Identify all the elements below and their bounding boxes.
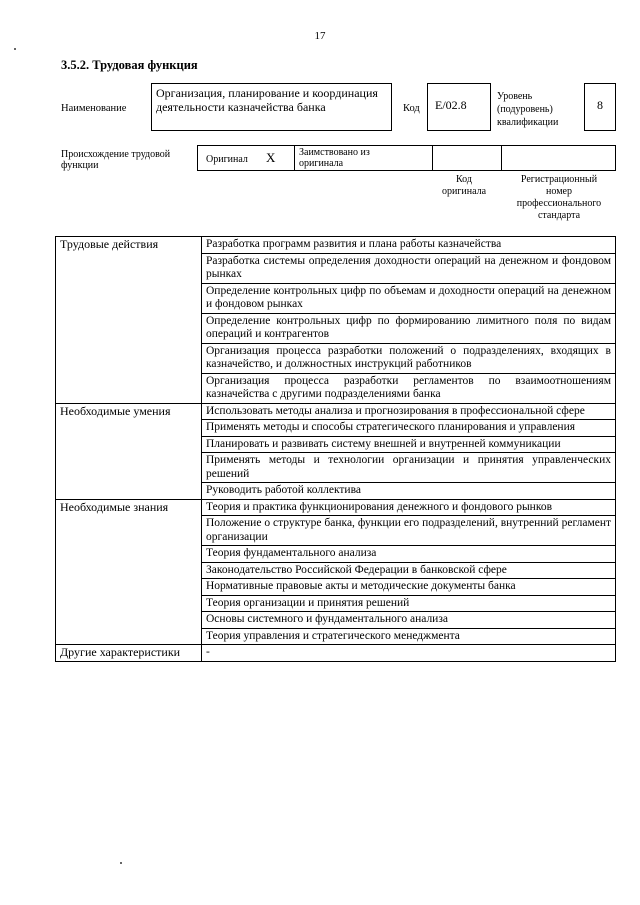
level-value: 8: [597, 98, 603, 112]
code-original-caption: Код оригинала: [441, 174, 487, 197]
original-label: Оригинал: [206, 154, 248, 165]
borrowed-label: Заимствовано из оригинала: [299, 147, 370, 169]
item-cell: Планировать и развивать систему внешней и внутренней коммуникации: [202, 436, 616, 453]
reg-number-caption: Регистрационный номер профессионального стандарта: [516, 174, 602, 221]
category-cell: Необходимые знания: [56, 499, 202, 645]
level-value-box: [584, 83, 616, 131]
level-label: Уровень (подуровень) квалификации: [497, 91, 559, 128]
page-number: 17: [314, 30, 326, 42]
item-cell: Законодательство Российской Федерации в банковской сфере: [202, 562, 616, 579]
item-cell: Теория организации и принятия решений: [202, 595, 616, 612]
code-label: Код: [403, 103, 420, 114]
item-cell: Нормативные правовые акты и методические документы банка: [202, 579, 616, 596]
section-title: 3.5.2. Трудовая функция: [61, 58, 198, 72]
item-cell: Применять методы и технологии организации и принятия управленческих решений: [202, 453, 616, 483]
function-table: [55, 236, 616, 662]
item-cell: Основы системного и фундаментального анализа: [202, 612, 616, 629]
item-cell: Организация процесса разработки положений о подразделениях, входящих в казначейство, и должностных инструкций работников: [202, 343, 616, 373]
category-cell: Трудовые действия: [56, 237, 202, 404]
item-cell: Теория фундаментального анализа: [202, 546, 616, 563]
code-value-box: [427, 83, 491, 131]
category-cell: Другие характеристики: [56, 645, 202, 662]
name-value-box: [151, 83, 392, 131]
item-cell: Определение контрольных цифр по формированию лимитного поля по видам операций и контрагентов: [202, 313, 616, 343]
item-cell: Использовать методы анализа и прогнозирования в профессиональной сфере: [202, 403, 616, 420]
code-value: E/02.8: [435, 98, 467, 112]
item-cell: Организация процесса разработки регламентов по взаимоотношениям казначейства с другими подразделениями банка: [202, 373, 616, 403]
scan-speck: [14, 48, 16, 50]
item-cell: Разработка системы определения доходности операций на денежном и фондовом рынках: [202, 253, 616, 283]
item-cell: Положение о структуре банка, функции его подразделений, внутренний регламент организации: [202, 516, 616, 546]
item-cell: Разработка программ развития и плана работы казначейства: [202, 237, 616, 254]
table-row: [56, 237, 616, 254]
origin-row: [197, 145, 616, 171]
name-label: Наименование: [61, 103, 127, 114]
name-value: Организация, планирование и координация деятельности казначейства банка: [156, 86, 378, 114]
scan-speck: [120, 862, 122, 864]
item-cell: Теория управления и стратегического менеджмента: [202, 628, 616, 645]
table-row: [56, 403, 616, 420]
item-cell: -: [202, 645, 616, 662]
item-cell: Теория и практика функционирования денежного и фондового рынков: [202, 499, 616, 516]
item-cell: Определение контрольных цифр по объемам и доходности операций на денежном и фондовом рынках: [202, 283, 616, 313]
category-cell: Необходимые умения: [56, 403, 202, 499]
item-cell: Применять методы и способы стратегического планирования и управления: [202, 420, 616, 437]
table-row: [56, 645, 616, 662]
original-mark: X: [266, 150, 276, 165]
table-row: [56, 499, 616, 516]
item-cell: Руководить работой коллектива: [202, 483, 616, 500]
origin-label: Происхождение трудовой функции: [61, 149, 171, 171]
